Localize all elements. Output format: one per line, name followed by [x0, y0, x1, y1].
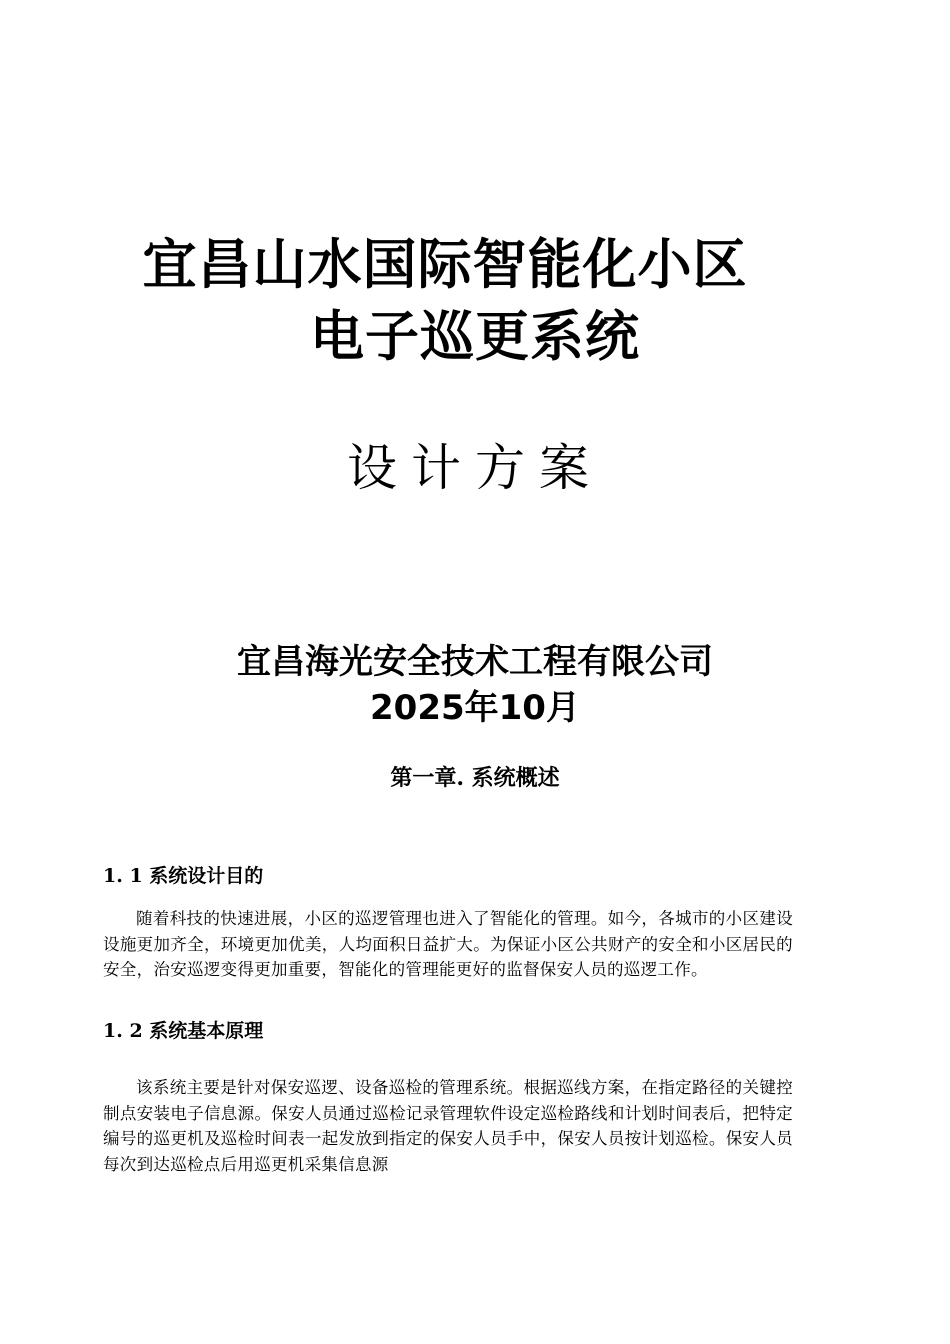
company-name: 宜昌海光安全技术工程有限公司	[237, 642, 713, 682]
section-heading-1-1: 1. 1 系统设计目的	[103, 865, 264, 887]
cover-title-line-2: 电子巡更系统	[310, 305, 640, 368]
document-date: 2025年10月	[370, 688, 580, 728]
chapter-title: 第一章. 系统概述	[390, 765, 560, 791]
cover-subtitle: 设计方案	[347, 439, 603, 497]
cover-title-line-1: 宜昌山水国际智能化小区	[142, 233, 748, 296]
section-paragraph-1-2: 该系统主要是针对保安巡逻、设备巡检的管理系统。根据巡线方案，在指定路径的关键控制点安装电子信息源。保安人员通过巡检记录管理软件设定巡检路线和计划时间表后，把特定编号的巡更机及巡检时间表一起发放到指定的保安人员手中，保安人员按计划巡检。保安人员每次到达巡检点后用巡更机采集信息源	[103, 1078, 793, 1174]
section-paragraph-1-1: 随着科技的快速进展，小区的巡逻管理也进入了智能化的管理。如今，各城市的小区建设设施更加齐全，环境更加优美，人均面积日益扩大。为保证小区公共财产的安全和小区居民的安全，治安巡逻变得更加重要，智能化的管理能更好的监督保安人员的巡逻工作。	[103, 909, 793, 979]
section-heading-1-2: 1. 2 系统基本原理	[103, 1020, 264, 1042]
